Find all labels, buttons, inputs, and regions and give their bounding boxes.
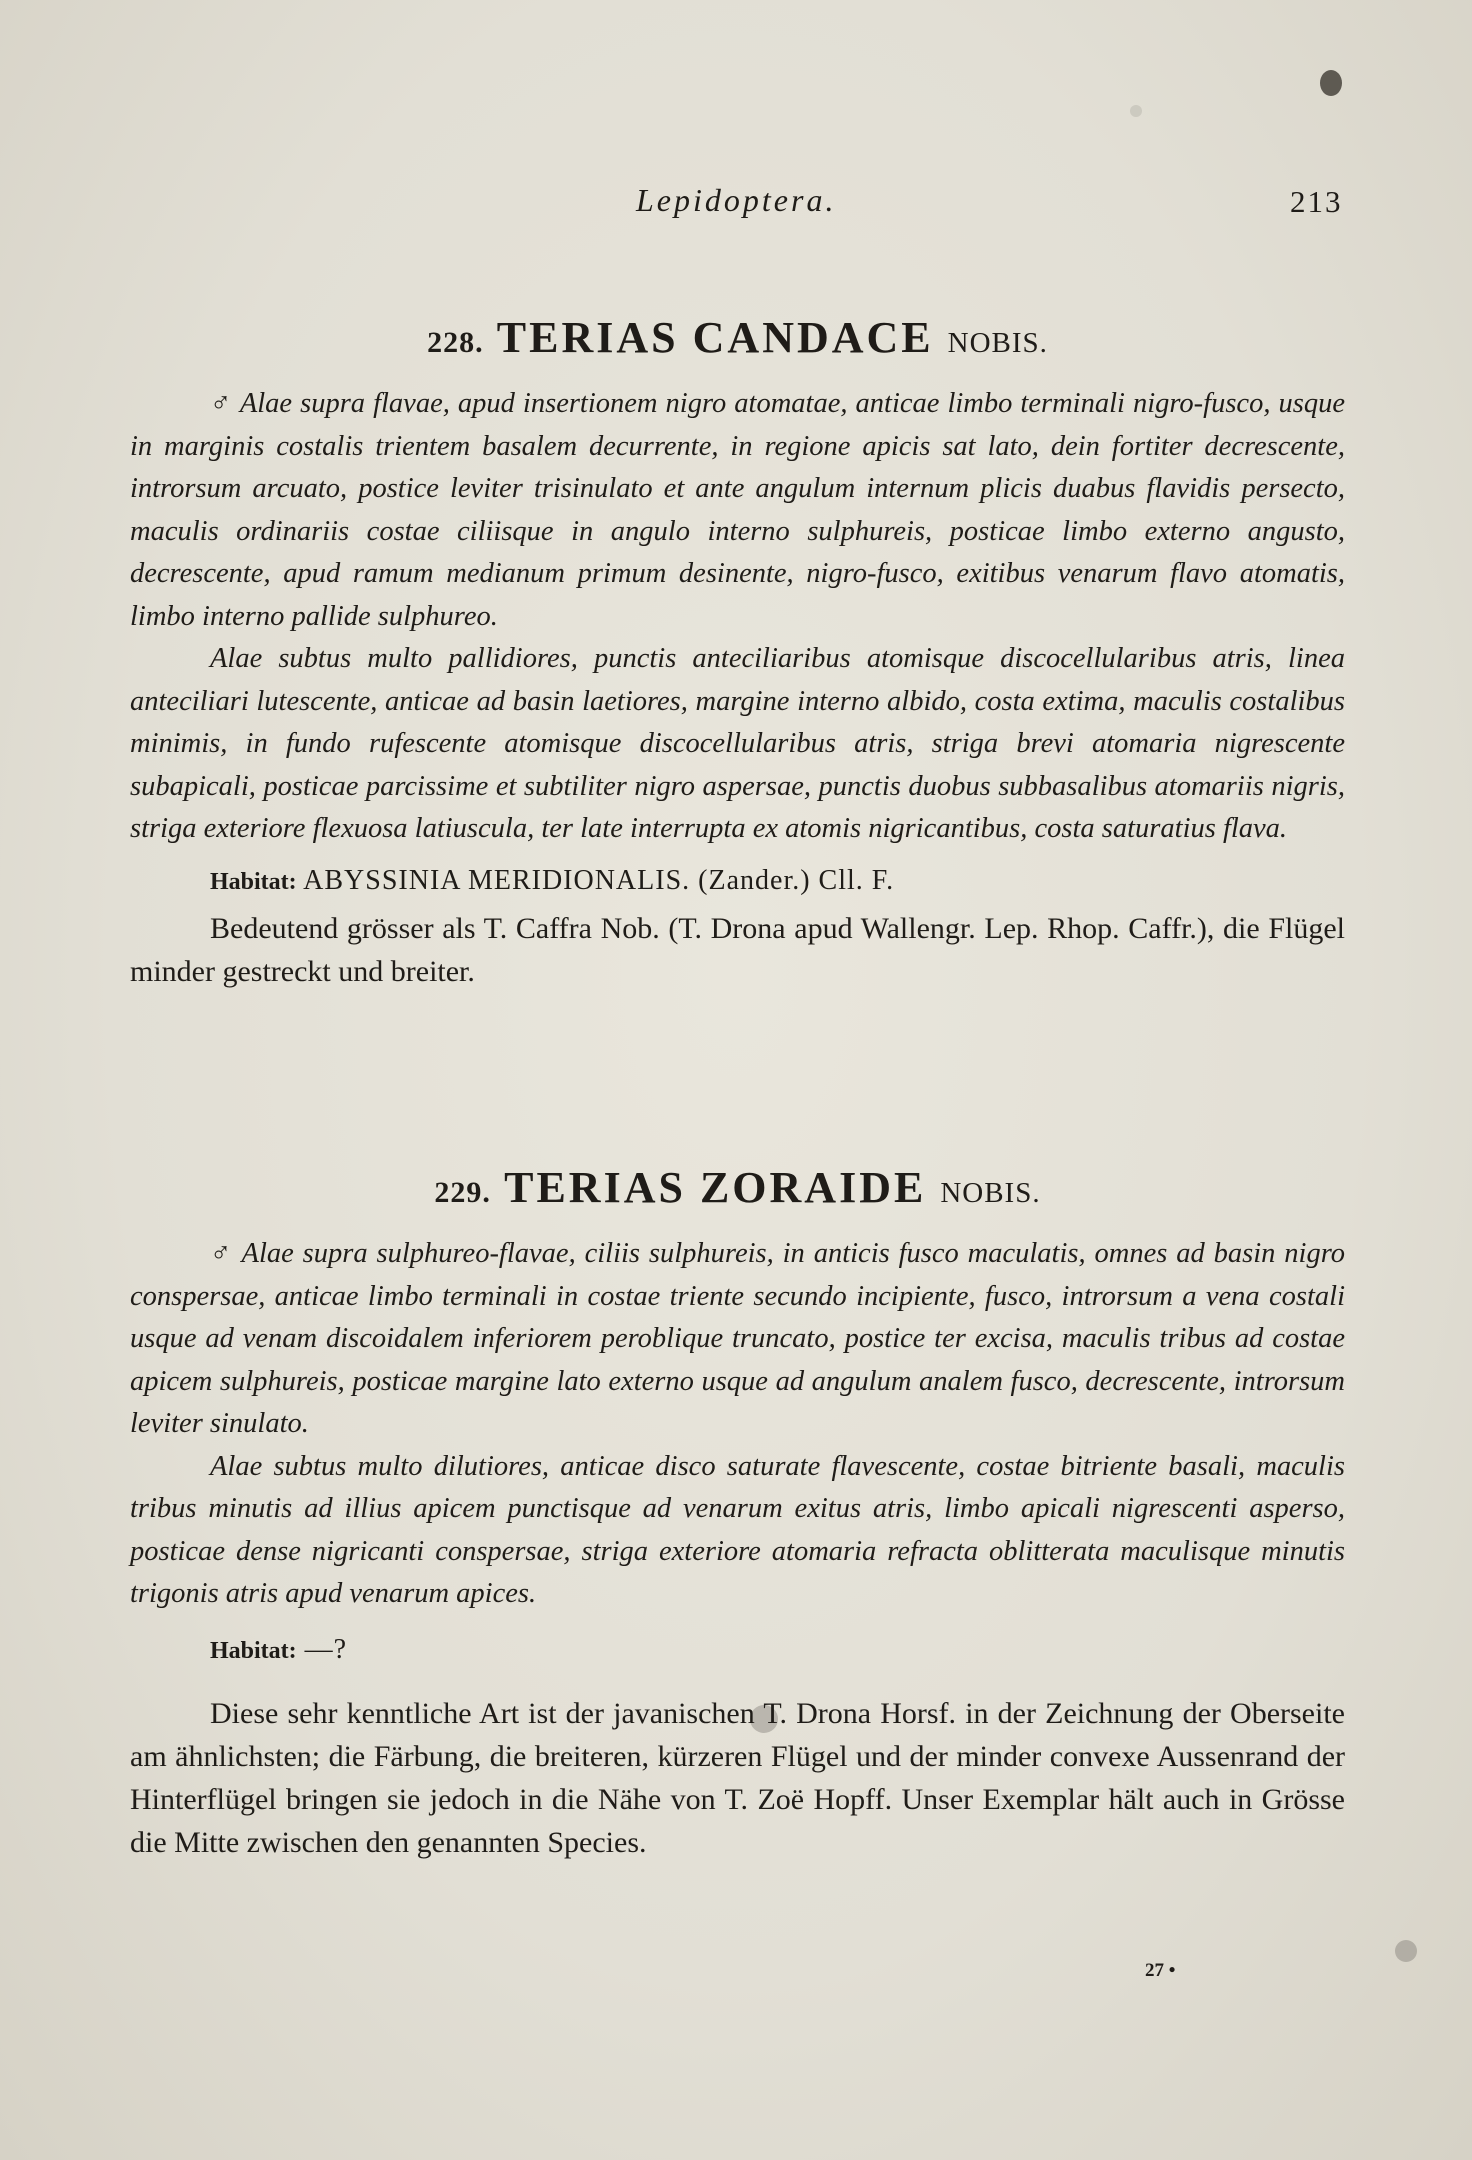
- paper-spot: [1130, 105, 1142, 117]
- habitat-line: [130, 1634, 1345, 1666]
- description-underside: Alae subtus multo dilutiores, anticae disco saturate flavescente, costae bitriente basali, maculis tribus minutis ad illius apicem punctisque ad venarum exitus atris, limbo apicali nigrescenti asperso, posticae dense nigricanti conspersae, striga exteriore atomaria refracta oblitterata maculisque minutis trigonis atris apud venarum apices.: [130, 1450, 1345, 1609]
- species-name: TERIAS CANDACE: [496, 313, 934, 362]
- remarks: Bedeutend grösser als T. Caffra Nob. (T. Drona apud Wallengr. Lep. Rhop. Caffr.), die Flügel minder gestreckt und breiter.: [130, 911, 1345, 988]
- page-number: 213: [1290, 184, 1343, 219]
- description-upperside: ♂ Alae supra flavae, apud insertionem nigro atomatae, anticae limbo terminali nigro-fusco, usque in marginis costalis trientem basalem decurrente, in regione apicis sat lato, dein fortiter decrescente, introrsum arcuato, postice leviter trisinulato et ante angulum internum plicis duabus flavidis persecto, maculis ordinariis costae ciliisque in angulo interno sulphureis, posticae limbo externo angusto, decrescente, apud ramum medianum primum desinente, nigro-fusco, exitibus venarum flavo atomatis, limbo interno pallide sulphureo.: [130, 388, 1345, 632]
- species-entry-229: [130, 1162, 1345, 1864]
- paper-spot: [1395, 1940, 1417, 1962]
- species-entry-228: [130, 312, 1345, 993]
- species-number: 229.: [434, 1176, 491, 1209]
- running-header: [0, 182, 1472, 232]
- description-underside: Alae subtus multo pallidiores, punctis anteciliaribus atomisque discocellularibus atris, linea anteciliari lutescente, anticae ad basin laetiores, margine interno albido, costa extima, maculis costalibus minimis, in fundo rufescente atomisque discocellularibus atris, striga brevi atomaria nigrescente subapicali, posticae parcissime et subtiliter nigro aspersae, punctis duobus subbasalibus atomariis nigris, striga exteriore flexuosa latiuscula, ter late interrupta ex atomis nigricantibus, costa saturatius flava.: [130, 643, 1345, 844]
- habitat-label: Habitat:: [210, 1637, 297, 1664]
- habitat-line: [130, 865, 1345, 897]
- species-name: TERIAS ZORAIDE: [504, 1163, 927, 1212]
- species-author: NOBIS.: [940, 1177, 1041, 1209]
- habitat-value: ABYSSINIA MERIDIONALIS. (Zander.) Cll. F.: [303, 864, 895, 896]
- species-heading: [130, 1162, 1345, 1213]
- ink-spot: [1320, 70, 1342, 96]
- habitat-label: Habitat:: [210, 868, 297, 895]
- species-author: NOBIS.: [947, 327, 1048, 359]
- running-title: Lepidoptera.: [636, 182, 837, 218]
- printer-signature: 27 •: [1145, 1960, 1176, 1981]
- species-heading: [130, 312, 1345, 363]
- habitat-value: —?: [304, 1633, 348, 1665]
- description-upperside: ♂ Alae supra sulphureo-flavae, ciliis sulphureis, in anticis fusco maculatis, omnes ad basin nigro conspersae, anticae limbo terminali in costae triente secundo incipiente, fusco, introrsum a vena costali usque ad venam discoidalem inferiorem peroblique truncato, postice ter excisa, maculis tribus ad costae apicem sulphureis, posticae margine lato externo usque ad angulum analem fusco, decrescente, introrsum leviter sinulato.: [130, 1238, 1345, 1439]
- species-number: 228.: [427, 326, 484, 359]
- remarks: Diese sehr kenntliche Art ist der javanischen T. Drona Horsf. in der Zeichnung der Oberseite am ähnlichsten; die Färbung, die breiteren, kürzeren Flügel und der minder convexe Aussenrand der Hinterflügel bringen sie jedoch in die Nähe von T. Zoë Hopff. Unser Exemplar hält auch in Grösse die Mitte zwischen den genannten Species.: [130, 1696, 1345, 1859]
